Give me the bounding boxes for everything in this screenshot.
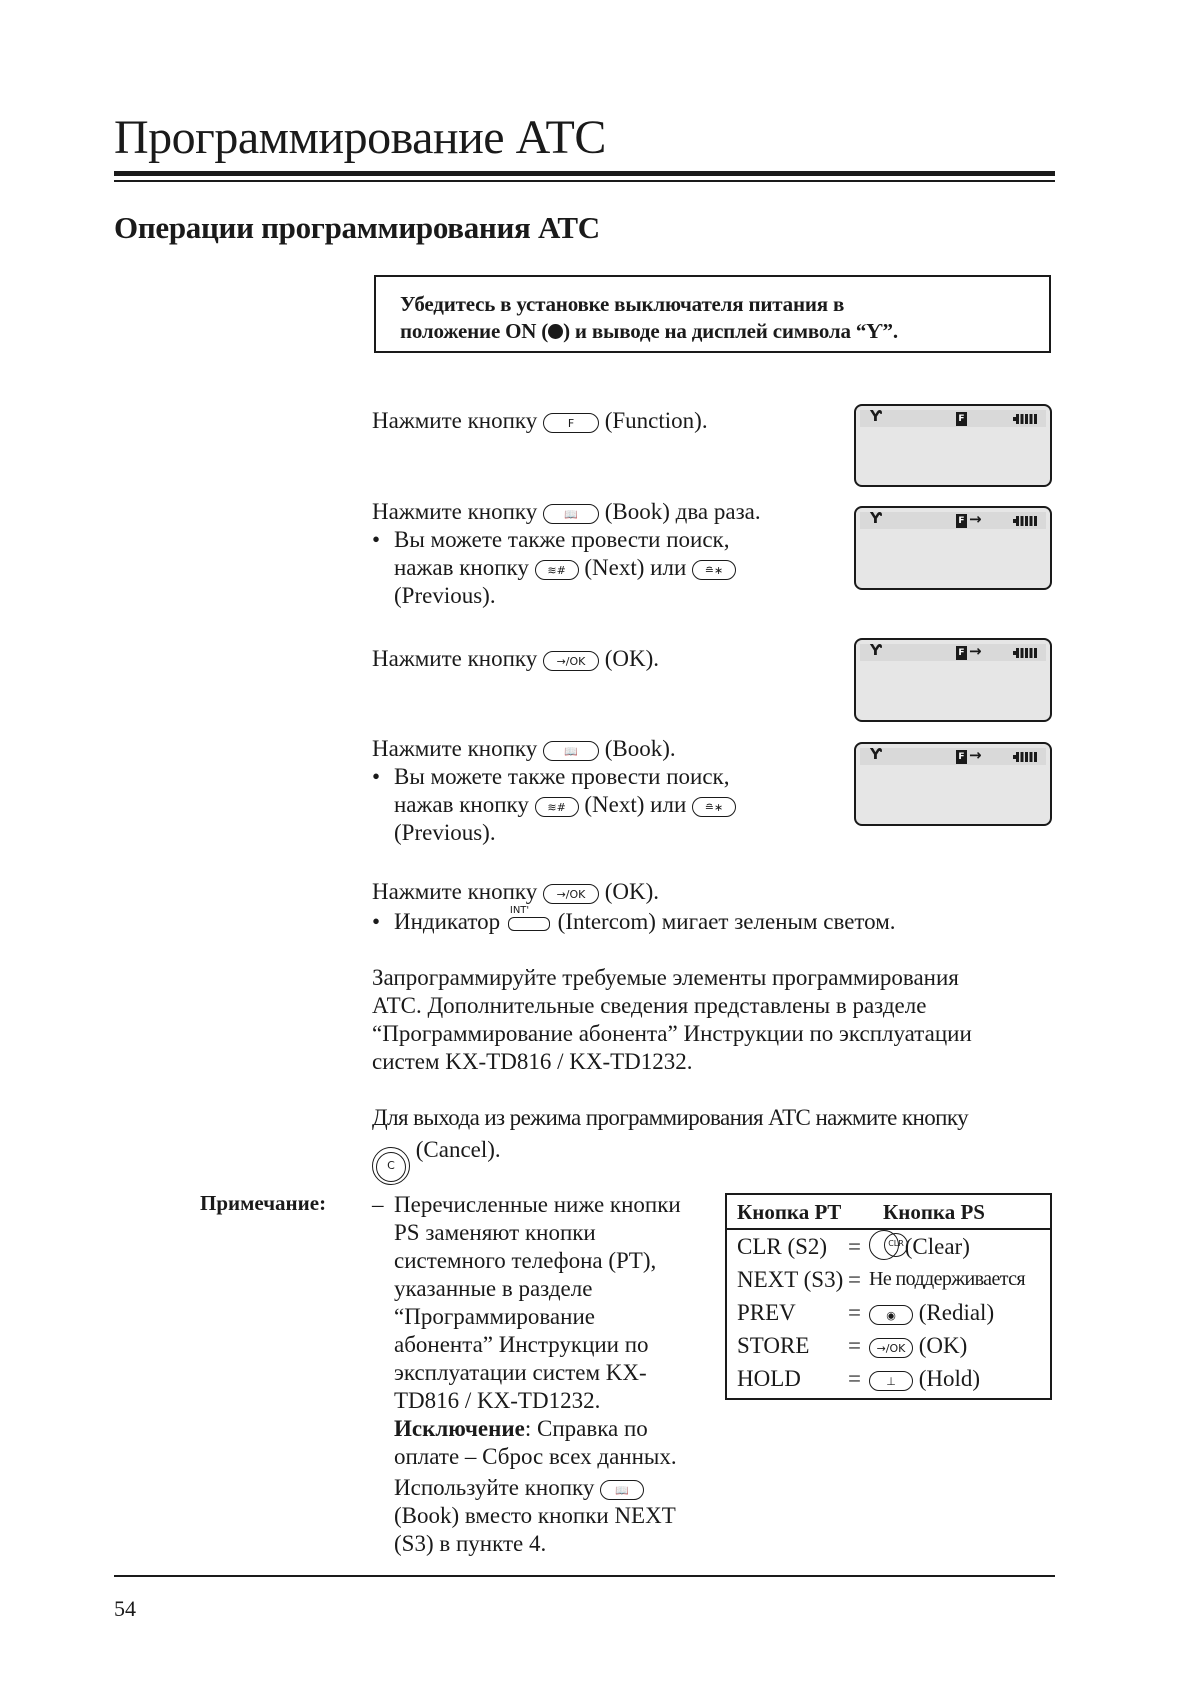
- clear-key-icon: CLR: [869, 1230, 899, 1260]
- next-key-icon: ≋#: [535, 560, 579, 580]
- step-1: Нажмите кнопку F (Function).: [372, 408, 708, 433]
- title-divider: [114, 171, 1055, 176]
- antenna-icon: Ƴ: [870, 407, 882, 425]
- antenna-icon: Ƴ: [870, 509, 882, 527]
- power-on-dot-icon: [548, 324, 563, 339]
- next-key-icon: ≋#: [535, 797, 579, 817]
- lcd-display-2: [854, 506, 1052, 590]
- lcd-display-1: [854, 404, 1052, 487]
- step-5: Нажмите кнопку →/OK (OK). • Индикатор INT' (Intercom) мигает зеленым светом.: [372, 879, 896, 934]
- arrow-right-icon: →: [969, 642, 982, 660]
- step-4: Нажмите кнопку 📖 (Book). • Вы можете также провести поиск, нажав кнопку ≋# (Next) или ≘∗ (Previous).: [372, 735, 736, 847]
- footer-divider: [114, 1575, 1055, 1577]
- hold-key-icon: ⊥: [869, 1371, 913, 1391]
- table-row: CLR (S2) = CLR (Clear): [727, 1230, 1050, 1263]
- battery-icon: [1016, 414, 1038, 424]
- function-key-icon: F: [543, 413, 599, 433]
- battery-icon: [1016, 752, 1038, 762]
- intercom-indicator-icon: INT': [506, 911, 552, 931]
- battery-icon: [1016, 648, 1038, 658]
- note-label: Примечание:: [200, 1191, 327, 1215]
- lcd-display-3: [854, 638, 1052, 722]
- key-mapping-table: [725, 1193, 1052, 1400]
- arrow-right-icon: →: [969, 510, 982, 528]
- ok-key-icon: →/OK: [543, 884, 599, 904]
- section-title: Операции программирования АТС: [114, 210, 600, 245]
- exception-label: Исключение: [394, 1416, 525, 1441]
- step-2: Нажмите кнопку 📖 (Book) два раза. • Вы можете также провести поиск, нажав кнопку ≋# (Next) или ≘∗ (Previous).: [372, 499, 761, 608]
- book-key-icon: 📖: [600, 1480, 644, 1500]
- table-row: STORE = →/OK (OK): [737, 1333, 968, 1358]
- step-3: Нажмите кнопку →/OK (OK).: [372, 646, 660, 671]
- table-row: NEXT (S3) = Не поддерживается: [737, 1267, 1025, 1292]
- book-key-icon: 📖: [543, 504, 599, 524]
- title-divider-thin: [114, 180, 1055, 182]
- ok-key-icon: →/OK: [869, 1338, 913, 1358]
- redial-key-icon: ◉: [869, 1305, 913, 1325]
- cancel-key-icon: C: [372, 1147, 410, 1185]
- page-title: Программирование АТС: [114, 111, 606, 164]
- page-number: 54: [114, 1596, 136, 1621]
- function-f-icon: F: [956, 750, 967, 764]
- antenna-icon: Ƴ: [870, 641, 882, 659]
- antenna-symbol: Ƴ: [866, 319, 883, 343]
- previous-key-icon: ≘∗: [692, 560, 736, 580]
- function-f-icon: F: [956, 646, 967, 660]
- book-key-icon: 📖: [543, 741, 599, 761]
- programming-paragraph: Запрограммируйте требуемые элементы программирования АТС. Дополнительные сведения представлены в разделе “Программирование абонента” Инструкции по эксплуатации систем KX-TD816 / KX-TD1232.: [372, 965, 972, 1074]
- arrow-right-icon: →: [969, 746, 982, 764]
- table-header: Кнопка PT Кнопка PS: [727, 1195, 1050, 1230]
- warning-line-2: положение ON ( ) и выводе на дисплей символа “Ƴ”.: [400, 319, 898, 343]
- note-text: – Перечисленные ниже кнопки PS заменяют кнопки системного телефона (PT), указанные в разделе “Программирование абонента” Инструкции по эксплуатации систем KX- TD816 / KX-TD1232. Исключение: Справка по оплате – Сброс всех данных. Используйте кнопку 📖 (Book) вместо кнопки NEXT (S3) в пункте 4.: [372, 1192, 681, 1556]
- antenna-icon: Ƴ: [870, 745, 882, 763]
- function-f-icon: F: [956, 412, 967, 426]
- battery-icon: [1016, 516, 1038, 526]
- lcd-display-4: [854, 742, 1052, 826]
- table-row: PREV = ◉ (Redial): [737, 1300, 995, 1325]
- warning-line-1: Убедитесь в установке выключателя питания в: [400, 292, 845, 316]
- previous-key-icon: ≘∗: [692, 797, 736, 817]
- exit-paragraph: Для выхода из режима программирования АТС нажмите кнопку C (Cancel).: [372, 1104, 968, 1185]
- warning-box: [374, 275, 1051, 353]
- ok-key-icon: →/OK: [543, 651, 599, 671]
- function-f-icon: F: [956, 514, 967, 528]
- table-row: HOLD = ⊥ (Hold): [737, 1366, 981, 1391]
